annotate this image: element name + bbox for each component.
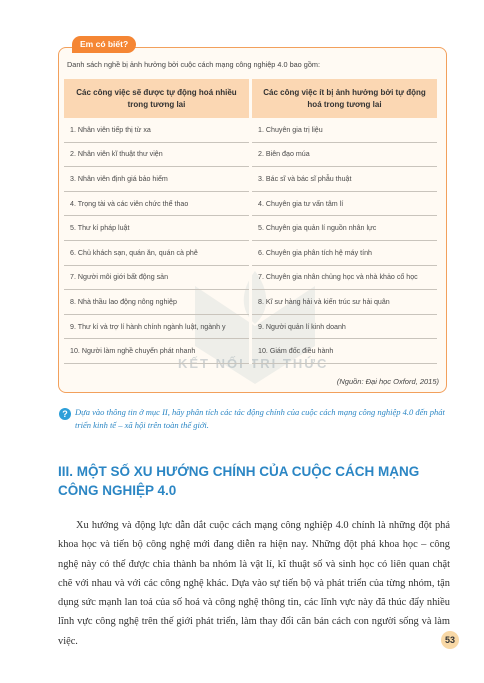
table-row (64, 142, 437, 167)
table-row (64, 314, 437, 339)
table-row (64, 216, 437, 241)
question-prompt: Dựa vào thông tin ở mục II, hãy phân tích các tác động chính của cuộc cách mạng công nghiệp 4.0 đến phát triển kinh tế – xã hội trên toàn thế giới. (75, 407, 445, 430)
table-row (64, 167, 437, 192)
table-row (64, 339, 437, 364)
table-cell: 6. Chủ khách sạn, quán ăn, quán cà phê (64, 240, 251, 265)
table-row (64, 240, 437, 265)
table-header-automated: Các công việc sẽ được tự động hoá nhiều trong tương lai (64, 79, 251, 118)
table-cell: 7. Người môi giới bất động sản (64, 265, 251, 290)
table-cell: 3. Bác sĩ và bác sĩ phẫu thuật (251, 167, 438, 192)
table-header-less-affected: Các công việc ít bị ảnh hưởng bởi tự động hoá trong tương lai (251, 79, 438, 118)
table-cell: 10. Giám đốc điều hành (251, 339, 438, 364)
source-citation: (Nguồn: Đại học Oxford, 2015) (336, 377, 439, 386)
page-number: 53 (441, 631, 459, 649)
table-cell: 9. Thư kí và trợ lí hành chính ngành luật, ngành y (64, 314, 251, 339)
table-row (64, 265, 437, 290)
info-box-intro: Danh sách nghề bị ảnh hưởng bởi cuộc cách mạng công nghiệp 4.0 bao gồm: (67, 60, 320, 69)
info-box-tab: Em có biết? (72, 36, 136, 53)
table-cell: 8. Nhà thầu lao động nông nghiệp (64, 290, 251, 315)
table-cell: 3. Nhân viên định giá bảo hiểm (64, 167, 251, 192)
table-cell: 2. Biên đạo múa (251, 142, 438, 167)
table-cell: 4. Trọng tài và các viên chức thể thao (64, 191, 251, 216)
body-paragraph: Xu hướng và động lực dẫn dắt cuộc cách mạng công nghiệp 4.0 chính là những đột phá khoa học và tiến bộ công nghệ mới đang diễn ra hiện nay. Những đột phá khoa học – công nghệ này có thể được chia thành ba nhóm là vật lí, kĩ thuật số và sinh học có liên quan chặt chẽ với nhau và với các công nghệ khác. Dựa vào sự tiến bộ và phát triển của từng nhóm, tận dụng sức mạnh lan toả của số hoá và công nghệ thông tin, các lĩnh vực này đã thúc đẩy nhiều lĩnh vực công nghệ trên thế giới phát triển, làm thay đổi căn bản cách con người sống và làm việc. (58, 520, 450, 647)
table-cell: 4. Chuyên gia tư vấn tâm lí (251, 191, 438, 216)
table-cell: 10. Người làm nghề chuyển phát nhanh (64, 339, 251, 364)
jobs-table (64, 79, 437, 364)
table-cell: 9. Người quản lí kinh doanh (251, 314, 438, 339)
table-row (64, 118, 437, 142)
table-cell: 1. Chuyên gia trị liệu (251, 118, 438, 142)
table-cell: 8. Kĩ sư hàng hải và kiến trúc sư hải quân (251, 290, 438, 315)
table-row (64, 191, 437, 216)
table-cell: 1. Nhân viên tiếp thị từ xa (64, 118, 251, 142)
table-header-row (64, 79, 437, 118)
table-row (64, 290, 437, 315)
watermark-text: KẾT NỐI TRI THỨC (178, 356, 329, 371)
table-cell: 5. Thư kí pháp luật (64, 216, 251, 241)
table-cell: 2. Nhân viên kĩ thuật thư viện (64, 142, 251, 167)
table-cell: 7. Chuyên gia nhân chủng học và nhà khảo cổ học (251, 265, 438, 290)
section-heading: III. MỘT SỐ XU HƯỚNG CHÍNH CỦA CUỘC CÁCH MẠNG CÔNG NGHIỆP 4.0 (58, 464, 420, 498)
table-cell: 5. Chuyên gia quản lí nguồn nhân lực (251, 216, 438, 241)
question-icon: ? (59, 408, 71, 420)
table-cell: 6. Chuyên gia phân tích hệ máy tính (251, 240, 438, 265)
